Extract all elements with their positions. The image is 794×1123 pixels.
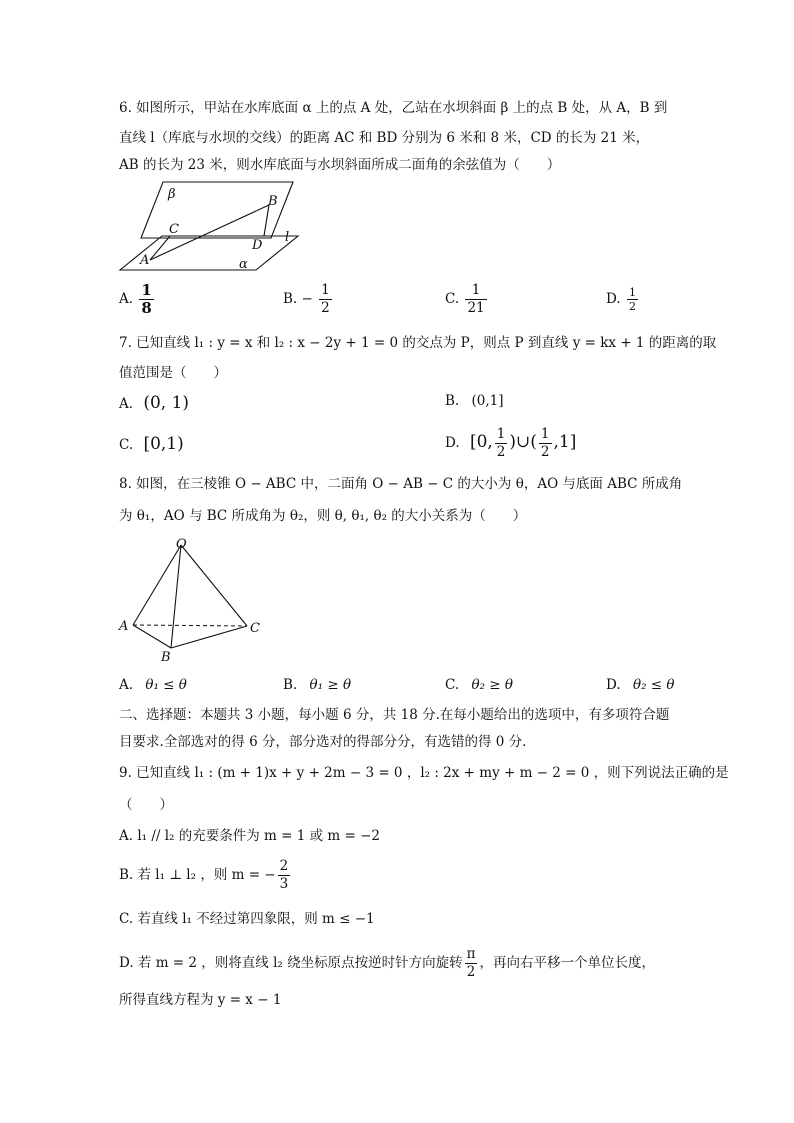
q7-option-d[interactable]	[445, 426, 576, 461]
q9-stem-line2: （ ）	[119, 797, 173, 813]
option-letter: B.	[283, 291, 298, 307]
option-letter: B.	[283, 677, 298, 693]
option-text: θ₁ ≤ θ	[145, 677, 187, 693]
option-text: θ₂ ≤ θ	[632, 677, 675, 693]
interval-open: [0,	[469, 432, 493, 452]
q8-stem-line2: 为 θ₁，AO 与 BC 所成角为 θ₂，则 θ, θ₁, θ₂ 的大小关系为（ ）	[119, 508, 527, 524]
option-text: θ₁ ≥ θ	[309, 677, 352, 693]
fraction: $\frac{1}{2}$	[628, 286, 636, 313]
option-letter: D.	[606, 291, 621, 307]
q8-option-d[interactable]	[606, 675, 675, 695]
option-letter: C.	[119, 437, 134, 453]
q6-figure	[118, 178, 308, 278]
q9-stem-line1: 9. 已知直线 l₁ : (m + 1)x + y + 2m − 3 = 0 ，l₂ : 2x + my + m − 2 = 0 ，则下列说法正确的是	[119, 765, 729, 781]
q6-option-c[interactable]	[445, 282, 489, 317]
fraction: $\frac{1}{2}$	[496, 426, 506, 460]
q8-figure	[115, 533, 275, 663]
q9-option-c[interactable]: C. 若直线 l₁ 不经过第四象限，则 m ≤ −1	[119, 911, 375, 927]
minus-sign: −	[301, 291, 313, 307]
label-l: l	[285, 230, 290, 245]
option-letter: D.	[606, 677, 621, 693]
label-A: A	[140, 253, 150, 268]
q9-option-d[interactable]	[119, 946, 655, 981]
option-text: D. 若 m = 2 ，则将直线 l₂ 绕坐标原点按逆时针方向旋转	[119, 955, 463, 971]
fraction: $\frac{1}{8}$	[141, 281, 152, 317]
option-text: B. 若 l₁ ⊥ l₂ ，则 m = −	[119, 867, 276, 883]
option-letter: D.	[445, 435, 460, 451]
fraction: $\frac{\pi}{2}$	[466, 946, 476, 980]
option-letter: A.	[119, 677, 134, 693]
q6-stem-line2: 直线 l（库底与水坝的交线）的距离 AC 和 BD 分别为 6 米和 8 米，CD 的长为 21 米，	[119, 130, 650, 146]
option-value: [0,1)	[143, 434, 184, 454]
q6-stem-line3: AB 的长为 23 米，则水库底面与水坝斜面所成二面角的余弦值为（ ）	[119, 157, 561, 173]
q8-option-b[interactable]	[283, 675, 351, 695]
fraction: $\frac{1}{21}$	[467, 282, 485, 316]
option-letter: C.	[445, 677, 460, 693]
label-alpha: α	[239, 257, 248, 272]
option-letter: A.	[119, 291, 134, 307]
label-A: A	[119, 619, 129, 634]
q7-stem-line2: 值范围是（ ）	[119, 365, 227, 381]
fraction: $\frac{1}{2}$	[540, 426, 550, 460]
section2-heading-line1: 二、选择题：本题共 3 小题，每小题 6 分，共 18 分.在每小题给出的选项中，有多项符合题	[119, 707, 670, 723]
fraction: $\frac{1}{2}$	[321, 282, 330, 316]
q7-option-b[interactable]	[445, 391, 504, 411]
option-letter: C.	[445, 291, 460, 307]
label-B: B	[268, 194, 278, 209]
q7-option-c[interactable]	[119, 434, 184, 455]
q7-option-a[interactable]	[119, 393, 189, 414]
q6-stem-line1: 6. 如图所示，甲站在水库底面 α 上的点 A 处，乙站在水坝斜面 β 上的点 B 处，从 A，B 到	[119, 100, 668, 116]
option-value: (0,1]	[471, 393, 504, 409]
label-C: C	[250, 621, 260, 636]
interval-close: ,1]	[553, 432, 577, 452]
q9-option-a[interactable]: A. l₁ // l₂ 的充要条件为 m = 1 或 m = −2	[119, 828, 381, 844]
option-value: (0, 1)	[143, 393, 190, 413]
q9-option-d-line2: 所得直线方程为 y = x − 1	[119, 992, 282, 1008]
label-D: D	[252, 238, 263, 253]
q6-option-b[interactable]	[283, 282, 334, 317]
option-text-cont: ，再向右平移一个单位长度，	[479, 955, 655, 971]
label-C: C	[169, 222, 179, 237]
q7-stem-line1: 7. 已知直线 l₁ : y = x 和 l₂ : x − 2y + 1 = 0 的交点为 P，则点 P 到直线 y = kx + 1 的距离的取	[119, 335, 717, 351]
q8-option-c[interactable]	[445, 675, 513, 695]
option-text: θ₂ ≥ θ	[471, 677, 513, 693]
option-letter: B.	[445, 393, 460, 409]
q8-option-a[interactable]	[119, 675, 187, 695]
q6-option-a[interactable]	[119, 282, 156, 317]
union-sign: )∪(	[509, 432, 537, 452]
label-B: B	[161, 650, 171, 663]
option-letter: A.	[119, 396, 134, 412]
fraction: $\frac{2}{3}$	[279, 858, 289, 892]
q8-stem-line1: 8. 如图，在三棱锥 O − ABC 中，二面角 O − AB − C 的大小为 θ，AO 与底面 ABC 所成角	[119, 476, 683, 492]
section2-heading-line2: 目要求.全部选对的得 6 分，部分选对的得部分分，有选错的得 0 分.	[119, 734, 527, 750]
label-beta: β	[168, 187, 176, 202]
q9-option-b[interactable]	[119, 858, 292, 893]
q6-option-d[interactable]	[606, 286, 640, 313]
label-O: O	[176, 537, 187, 552]
